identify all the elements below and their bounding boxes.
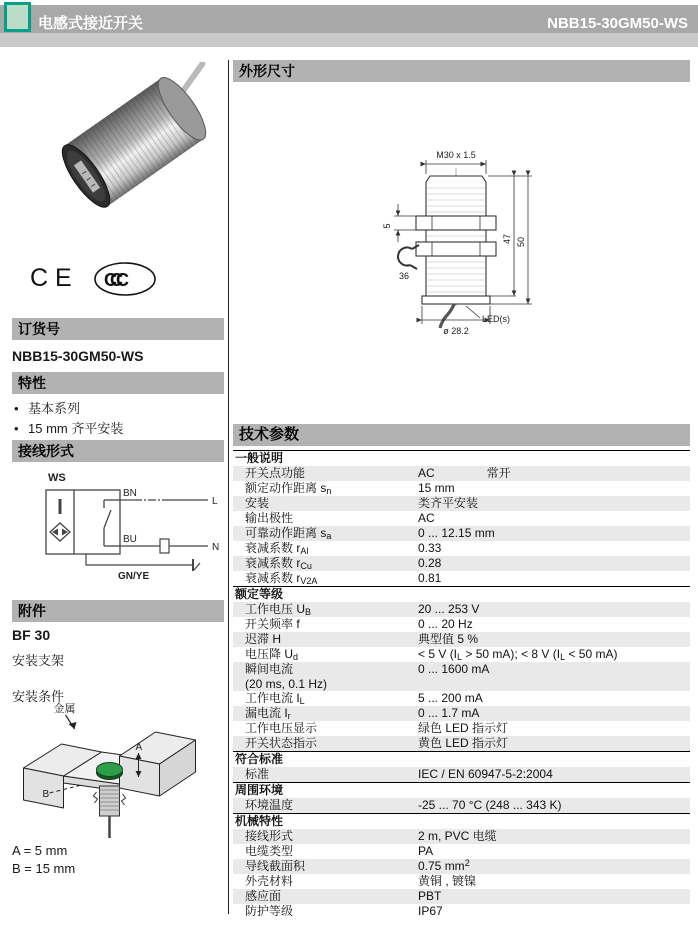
dim-b-label: B	[42, 789, 50, 800]
row-value: < 5 V ($I_L > 50$ mA); < 8 V ($I_L < 50$ mA)	[418, 647, 618, 662]
dim-wrench-label: 36	[398, 271, 410, 281]
row-label: 工作电流 $I_L$	[245, 691, 305, 706]
wire-bn-label: BN	[123, 488, 137, 499]
table-row	[233, 904, 690, 919]
row-value: 0 ... 1.7 mA	[418, 706, 480, 720]
brand-square-icon	[4, 2, 31, 32]
row-value: 黄铜 , 镀镍	[418, 874, 477, 888]
row-label: 迟滞 H	[245, 632, 282, 646]
table-row	[233, 466, 690, 481]
table-group-header: 周围环境	[233, 782, 690, 798]
row-label: 衰减系数 $r_{V2A}$	[245, 571, 318, 586]
table-row	[233, 736, 690, 751]
row-value: IEC / EN 60947-5-2:2004	[418, 767, 553, 781]
row-value: PBT	[418, 889, 442, 903]
ccc-letters: CCC	[104, 270, 122, 290]
wire-n-label: N	[212, 542, 220, 553]
row-label: 工作电压显示	[245, 721, 318, 735]
table-row	[233, 511, 690, 526]
row-label: 额定动作距离 $s_n$	[245, 481, 332, 496]
ce-mark-icon: CE	[30, 264, 79, 292]
order-number: NBB15-30GM50-WS	[12, 348, 144, 364]
product-model: NBB15-30GM50-WS	[547, 15, 688, 32]
row-value: 15 mm	[418, 481, 455, 495]
table-row	[233, 844, 690, 859]
wiring-type-label: WS	[48, 472, 66, 484]
table-row	[233, 874, 690, 889]
mounting-note-b: B = 15 mm	[12, 861, 76, 876]
page-title: 电感式接近开关	[38, 15, 144, 32]
row-value: 5 ... 200 mA	[418, 691, 483, 705]
row-label: 工作电压 $U_B$	[245, 602, 312, 617]
accessory-model: BF 30	[12, 627, 51, 643]
technical-section-header: 技术参数	[233, 424, 690, 446]
table-row	[233, 767, 690, 782]
feature-item: • 15 mm 齐平安装	[14, 421, 124, 436]
row-value: 20 ... 253 V	[418, 602, 480, 616]
row-value: PA	[418, 844, 434, 858]
dim-47-label: 47	[502, 233, 512, 245]
table-row	[233, 798, 690, 813]
row-value: 典型值 5 %	[418, 632, 479, 646]
row-label: 开关状态指示	[245, 736, 318, 750]
row-value: 0.81	[418, 571, 442, 585]
row-value: IP67	[418, 904, 443, 918]
table-row	[233, 829, 690, 844]
mounting-note-a: A = 5 mm	[12, 843, 68, 858]
dim-nut-label: 5	[382, 223, 392, 229]
table-row	[233, 571, 690, 586]
table-row	[233, 889, 690, 904]
table-row	[233, 481, 690, 496]
column-divider	[228, 60, 229, 914]
dimension-drawing	[368, 146, 598, 342]
row-label: 接线形式	[245, 829, 294, 843]
table-row	[233, 647, 690, 662]
dim-thread-label: M30 x 1.5	[436, 150, 476, 160]
table-row	[233, 632, 690, 647]
table-group-header: 机械特性	[233, 813, 690, 829]
row-value: 0.75 $mm^2$	[418, 858, 470, 873]
table-row	[233, 496, 690, 511]
table-row	[233, 556, 690, 571]
product-photo	[18, 62, 223, 262]
row-label: 安装	[245, 496, 270, 510]
row-value: 0 ... 12.15 mm	[418, 526, 495, 540]
dim-a-label: A	[135, 742, 143, 753]
row-value: 0 ... 1600 mA	[418, 662, 490, 676]
wire-bu-label: BU	[123, 534, 137, 545]
table-row	[233, 859, 690, 874]
bullet-icon: •	[14, 421, 19, 436]
header-bar	[0, 5, 698, 33]
row-label: 防护等级	[245, 904, 294, 918]
dimensions-section-header: 外形尺寸	[233, 60, 690, 82]
wire-gnye-label: GN/YE	[118, 571, 150, 582]
row-label: 衰减系数 $r_{Al}$	[245, 541, 309, 556]
order-section-header: 订货号	[12, 318, 224, 340]
mounting-conditions-title: 安装条件	[12, 689, 65, 704]
table-row	[233, 602, 690, 617]
row-label: 外壳材料	[245, 874, 294, 888]
dim-led-label: LED(s)	[482, 314, 511, 324]
row-label: 开关点功能	[245, 466, 306, 480]
table-row	[233, 617, 690, 632]
row-value: -25 ... 70 °C (248 ... 343 K)	[418, 798, 562, 812]
table-row	[233, 662, 690, 691]
connection-section-header: 接线形式	[12, 440, 224, 462]
table-row	[233, 706, 690, 721]
table-row	[233, 721, 690, 736]
table-row	[233, 526, 690, 541]
row-label: 漏电流 $I_r$	[245, 706, 291, 721]
row-label: 开关频率 f	[245, 617, 300, 631]
row-value: 类齐平安装	[418, 496, 479, 510]
row-value: 绿色 LED 指示灯	[418, 721, 509, 735]
row-label: 导线截面积	[245, 859, 306, 873]
row-label: 电缆类型	[245, 844, 294, 858]
accessory-description: 安装支架	[12, 653, 65, 668]
row-label: 标准	[245, 767, 270, 781]
row-value: AC	[418, 511, 435, 525]
metal-label: 金属	[53, 703, 76, 715]
table-group-header: 一般说明	[233, 450, 690, 466]
row-label: 瞬间电流 (20 ms, 0.1 Hz)	[245, 662, 328, 691]
wiring-diagram	[30, 466, 225, 591]
row-value: 0.33	[418, 541, 442, 555]
header-sub-bar	[0, 33, 698, 47]
wire-l-label: L	[212, 496, 218, 507]
row-label: 环境温度	[245, 798, 294, 812]
row-label: 衰减系数 $r_{Cu}$	[245, 556, 312, 571]
row-value: 黄色 LED 指示灯	[418, 736, 509, 750]
tech-table	[233, 450, 690, 919]
row-value: AC 常开	[418, 466, 511, 480]
row-label: 感应面	[245, 889, 282, 903]
row-value: 0.28	[418, 556, 442, 570]
ccc-mark-icon	[92, 260, 158, 298]
row-value: 2 m, PVC 电缆	[418, 829, 497, 843]
dim-50-label: 50	[516, 236, 526, 248]
feature-item: • 基本系列	[14, 401, 81, 416]
features-section-header: 特性	[12, 372, 224, 394]
row-value: 0 ... 20 Hz	[418, 617, 473, 631]
mounting-diagram	[14, 700, 212, 840]
table-row	[233, 691, 690, 706]
table-row	[233, 541, 690, 556]
table-group-header: 额定等级	[233, 586, 690, 602]
row-label: 可靠动作距离 $s_a$	[245, 526, 332, 541]
bullet-icon: •	[14, 401, 19, 416]
table-group-header: 符合标准	[233, 751, 690, 767]
row-label: 输出极性	[245, 511, 294, 525]
dim-diameter-label: ø 28.2	[443, 326, 469, 336]
row-label: 电压降 $U_d$	[245, 647, 299, 662]
accessories-section-header: 附件	[12, 600, 224, 622]
